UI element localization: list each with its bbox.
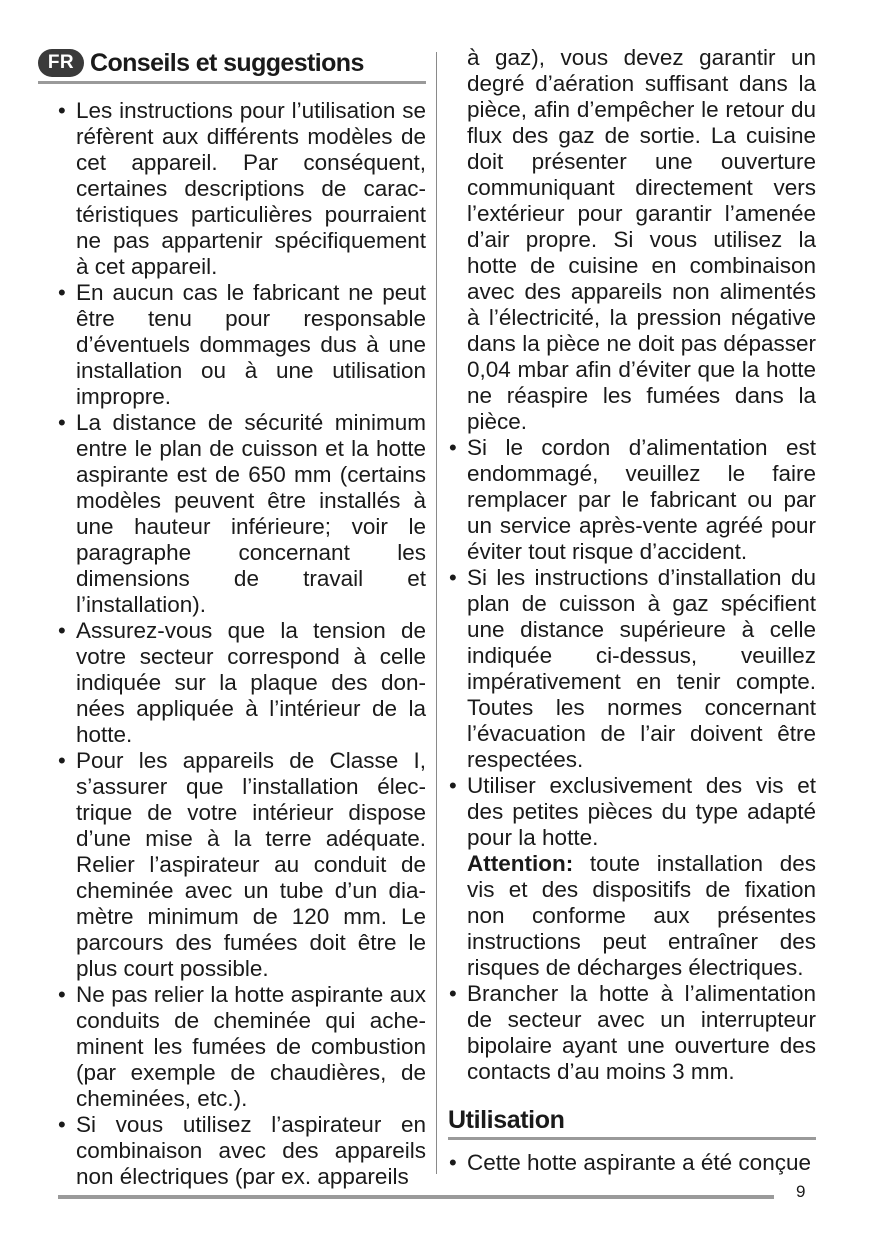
footer-rule (58, 1195, 774, 1199)
section-heading (38, 45, 426, 84)
list-item: • Assurez-vous que la tension de votre secteur correspond à celle indiquée sur la plaque des données appliquée à l’intérieur de la hotte. (38, 618, 426, 748)
section-title: Utilisation (448, 1106, 565, 1134)
list-item (448, 773, 816, 981)
page-title: Conseils et suggestions (90, 48, 364, 77)
usage-list (448, 1150, 816, 1176)
list-item: • Ne pas relier la hotte aspirante aux conduits de cheminée qui acheminent les fumées de combustion (par exemple de chaudières, de cheminées, etc.). (38, 982, 426, 1112)
list-item: • Si le cordon d’alimentation est endommagé, veuillez le faire remplacer par le fabricant ou par un service après-vente agréé pour éviter tout risque d’accident. (448, 435, 816, 565)
attention-text: toute installation des vis et des dispositifs de fixation non conforme aux présentes instructions peut entraîner des risques de décharges électriques. (467, 851, 816, 980)
list-item: • La distance de sécurité minimum entre le plan de cuisson et la hotte aspirante est de 650 mm (certains modèles peuvent être installés à une hauteur inférieure; voir le paragraphe concernant les dimensions de travail et l’installation). (38, 410, 426, 618)
right-column (448, 45, 816, 1176)
list-item: • Si les instructions d’installation du plan de cuisson à gaz spécifient une distance supérieure à celle indiquée ci-dessus, veuillez impérativement en tenir compte. Toutes les normes concernant l’évacuation de l’air doivent être respectées. (448, 565, 816, 773)
advice-list-right (448, 435, 816, 1085)
list-item: • Brancher la hotte à l’alimentation de secteur avec un interrupteur bipolaire ayant une ouverture des contacts d’au moins 3 mm. (448, 981, 816, 1085)
language-badge: FR (38, 49, 84, 77)
advice-list-left (38, 98, 426, 1190)
section-heading (448, 1105, 816, 1140)
list-item: • Si vous utilisez l’aspirateur en combinaison avec des appareils non électriques (par ex. appareils (38, 1112, 426, 1190)
left-column (38, 45, 426, 1190)
list-item: • Cette hotte aspirante a été conçue (448, 1150, 816, 1176)
list-item-text: Utiliser exclusivement des vis et des petites pièces du type adapté pour la hotte. (467, 773, 816, 850)
attention-label: Attention: (467, 851, 574, 876)
page-number: 9 (796, 1182, 806, 1201)
column-divider (436, 52, 437, 1174)
continued-paragraph: à gaz), vous devez garantir un degré d’aération suffisant dans la pièce, afin d’empêcher le retour du flux des gaz de sortie. La cuisine doit présenter une ouverture communiquant directement vers l’extérieur pour garantir l’amenée d’air propre. Si vous utilisez la hotte de cuisine en combinaison avec des appareils non alimentés à l’électricité, la pression négative dans la pièce ne doit pas dépasser 0,04 mbar afin d’éviter que la hotte ne réaspire les fumées dans la pièce. (467, 45, 816, 434)
list-item: • Pour les appareils de Classe I, s’assurer que l’installation électrique de votre intérieur dispose d’une mise à la terre adéquate. Relier l’aspirateur au conduit de cheminée avec un tube d’un diamètre minimum de 120 mm. Le parcours des fumées doit être le plus court possible. (38, 748, 426, 982)
list-item: • En aucun cas le fabricant ne peut être tenu pour responsable d’éventuels dommages dus à une installation ou à une utilisation impropre. (38, 280, 426, 410)
list-item: • Les instructions pour l’utilisation se réfèrent aux différents modèles de cet appareil. Par conséquent, certaines descriptions de caractéristiques particulières pourraient ne pas appartenir spécifiquement à cet appareil. (38, 98, 426, 280)
